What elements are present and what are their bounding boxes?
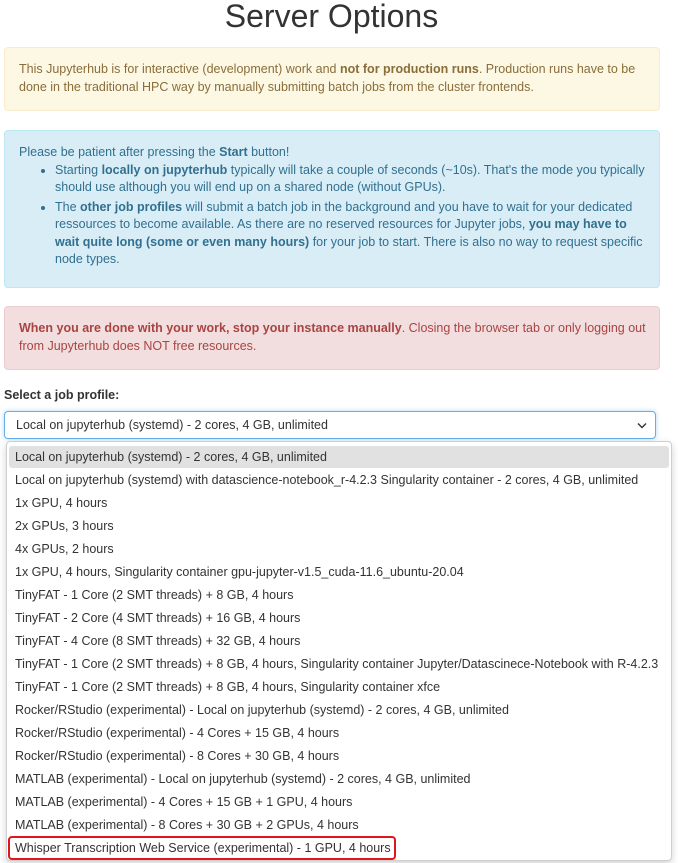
job-profile-label: Select a job profile: [4,388,120,402]
job-profile-option[interactable]: TinyFAT - 2 Core (4 SMT threads) + 16 GB, 4 hours [15,611,301,625]
job-profile-option[interactable]: 1x GPU, 4 hours [15,496,108,510]
production-warning-alert [4,47,660,111]
job-profile-option[interactable]: TinyFAT - 1 Core (2 SMT threads) + 8 GB, 4 hours, Singularity container xfce [15,680,441,694]
job-profile-option[interactable]: MATLAB (experimental) - 4 Cores + 15 GB + 1 GPU, 4 hours [15,795,353,809]
job-profile-option[interactable]: Whisper Transcription Web Service (experimental) - 1 GPU, 4 hours [9,837,395,859]
job-profile-option[interactable]: Local on jupyterhub (systemd) with datascience-notebook_r-4.2.3 Singularity container - 2 cores, 4 GB, unlimited [15,473,639,487]
chevron-down-icon [635,412,649,438]
job-profile-option[interactable]: TinyFAT - 1 Core (2 SMT threads) + 8 GB, 4 hours, Singularity container Jupyter/Datascinece-Notebook with R-4.2.3 [15,657,659,671]
warning-text: This Jupyterhub is for interactive (development) work and not for production runs. Production runs have to be done in the traditional HPC way by manually submitting batch jobs from the cluster frontends. [19,62,636,94]
job-profile-option[interactable]: Rocker/RStudio (experimental) - Local on jupyterhub (systemd) - 2 cores, 4 GB, unlimited [15,703,509,717]
job-profile-option[interactable]: MATLAB (experimental) - 8 Cores + 30 GB + 2 GPUs, 4 hours [15,818,359,832]
stop-instance-alert [4,306,660,370]
info-item-local: • Starting locally on jupyterhub typically will take a couple of seconds (~10s). That's the mode you typically should use although you will end up on a shared node (without GPUs). [55,162,647,197]
patience-info-alert [4,130,660,288]
job-profile-option[interactable]: 4x GPUs, 2 hours [15,542,114,556]
job-profile-select[interactable] [4,411,656,439]
job-profile-option[interactable]: TinyFAT - 4 Core (8 SMT threads) + 32 GB, 4 hours [15,634,301,648]
job-profile-options-list [6,441,672,861]
info-intro: Please be patient after pressing the Start button! [19,145,290,159]
job-profile-option[interactable]: Rocker/RStudio (experimental) - 4 Cores + 15 GB, 4 hours [15,726,340,740]
job-profile-option[interactable]: MATLAB (experimental) - Local on jupyterhub (systemd) - 2 cores, 4 GB, unlimited [15,772,471,786]
job-profile-option[interactable]: Local on jupyterhub (systemd) - 2 cores, 4 GB, unlimited [9,446,669,468]
info-item-other-profiles: • The other job profiles will submit a batch job in the background and you have to wait for your dedicated ressources to become available. As there are no reserved resources for Jupyter jobs, you may have to wait quite long (some or even many hours) for your job to start. There is also no way to request specific node types. [55,199,647,269]
job-profile-option[interactable]: 1x GPU, 4 hours, Singularity container gpu-jupyter-v1.5_cuda-11.6_ubuntu-20.04 [15,565,464,579]
info-list [19,162,647,269]
page-title: Server Options [224,0,439,34]
danger-text: When you are done with your work, stop your instance manually. Closing the browser tab or only logging out from Jupyterhub does NOT free resources. [19,321,646,353]
job-profile-option[interactable]: Rocker/RStudio (experimental) - 8 Cores + 30 GB, 4 hours [15,749,340,763]
job-profile-selected-value: Local on jupyterhub (systemd) - 2 cores, 4 GB, unlimited [16,418,328,432]
job-profile-option[interactable]: TinyFAT - 1 Core (2 SMT threads) + 8 GB, 4 hours [15,588,294,602]
job-profile-option[interactable]: 2x GPUs, 3 hours [15,519,114,533]
